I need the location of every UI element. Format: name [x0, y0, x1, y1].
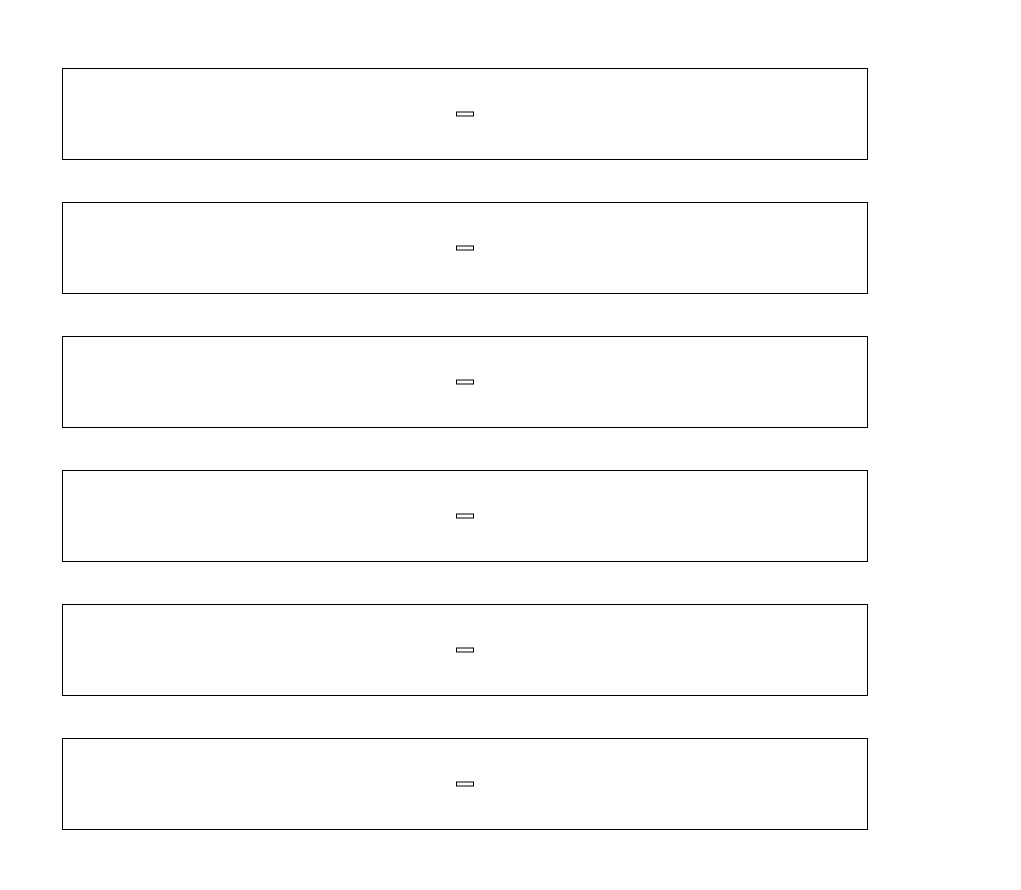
map-frame	[62, 202, 868, 294]
constant-field-label	[456, 514, 474, 519]
constant-field-label	[456, 380, 474, 385]
constant-field-label	[456, 246, 474, 251]
panel-5	[0, 578, 1021, 698]
panel-4	[0, 444, 1021, 564]
panel-2	[0, 176, 1021, 296]
x-axis	[0, 849, 1021, 881]
map-frame	[62, 738, 868, 830]
panel-3	[0, 310, 1021, 430]
map-frame	[62, 604, 868, 696]
constant-field-label	[456, 648, 474, 653]
panel-6	[0, 712, 1021, 832]
panel-1	[0, 42, 1021, 162]
map-frame	[62, 336, 868, 428]
map-frame	[62, 470, 868, 562]
map-frame	[62, 68, 868, 160]
constant-field-label	[456, 782, 474, 787]
constant-field-label	[456, 112, 474, 117]
